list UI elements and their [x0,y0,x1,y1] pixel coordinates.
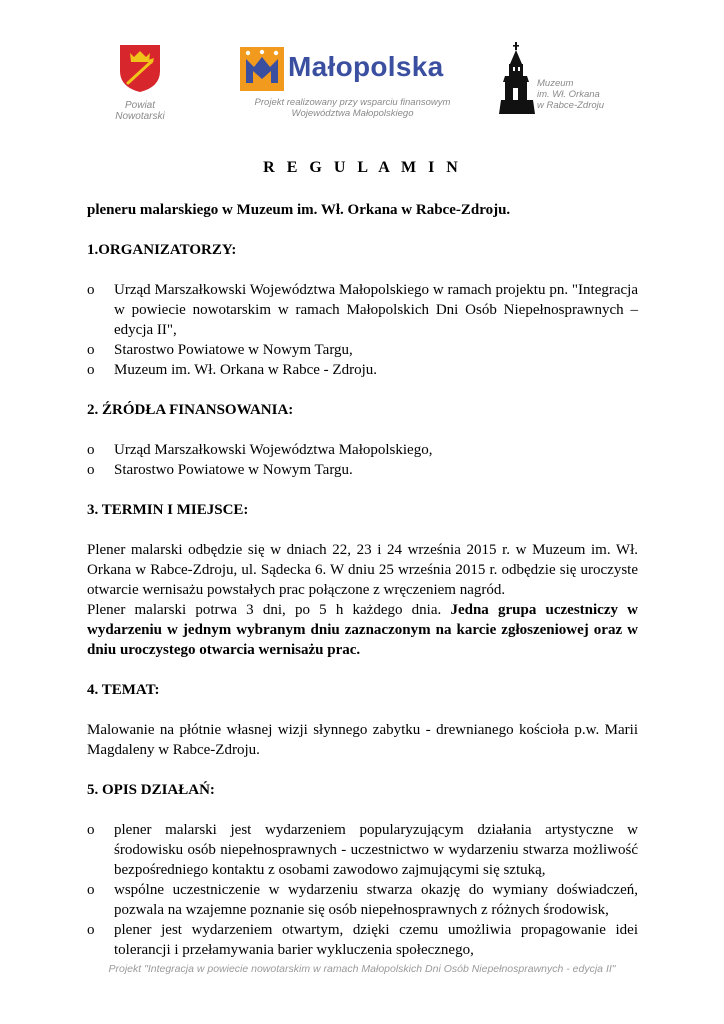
muzeum-caption: Muzeum im. Wł. Orkana w Rabce-Zdroju [537,78,605,111]
malopolska-support-text: Projekt realizowany przy wsparciu finansowym Województwa Małopolskiego [254,97,451,119]
header-logos [0,0,724,130]
date-place-text [87,540,638,660]
funding-list [87,440,638,480]
theme-paragraph: Malowanie na płótnie własnej wizji słynnego zabytku - drewnianego kościoła p.w. Marii Magdaleny w Rabce-Zdroju. [87,722,638,758]
document-subtitle: pleneru malarskiego w Muzeum im. Wł. Orkana w Rabce-Zdroju. [87,202,511,218]
document-title: R E G U L A M I N [263,159,462,176]
section-funding-heading: 2. ŹRÓDŁA FINANSOWANIA: [87,402,294,418]
powiat-crest-icon [118,43,162,93]
list-item: o Muzeum im. Wł. Orkana w Rabce - Zdroju. [87,360,638,380]
page-footer: Projekt "Integracja w powiecie nowotarskim w ramach Małopolskich Dni Osób Niepełnosprawnych - edycja II" [108,963,616,975]
organizers-list [87,280,638,380]
muzeum-logo [499,42,619,117]
document-body [87,158,638,980]
list-item: o Urząd Marszałkowski Województwa Małopolskiego w ramach projektu pn. "Integracja w powiecie nowotarskim w ramach Małopolskich Dni Osób Niepełnosprawnych – edycja II", [87,280,638,340]
church-tower-icon [499,42,535,114]
list-item: o Starostwo Powiatowe w Nowym Targu, [87,340,638,360]
powiat-caption: Powiat Nowotarski [115,100,165,122]
list-item: o plener jest wydarzeniem otwartym, dzięki czemu umożliwia propagowanie idei tolerancji i przełamywania barier wykluczenia społecznego, [87,920,638,960]
malopolska-mark-icon [240,47,284,91]
duration-paragraph: Plener malarski potrwa 3 dni, po 5 h każdego dnia. Jedna grupa uczestniczy w wydarzeniu w jednym wybranym dniu zaznaczonym na karcie zgłoszeniowej oraz w dniu uroczystego otwarcia wernisażu prac. [87,602,638,658]
powiat-logo [112,43,168,122]
section-activities-heading: 5. OPIS DZIAŁAŃ: [87,782,215,798]
list-item: o wspólne uczestniczenie w wydarzeniu stwarza okazję do wymiany doświadczeń, pozwala na wzajemne poznanie się osób niepełnosprawnych z różnych środowisk, [87,880,638,920]
list-item: o plener malarski jest wydarzeniem popularyzującym działania artystyczne w środowisku osób niepełnosprawnych - uczestnictwo w wydarzeniu stwarza możliwość bezpośredniego kontaktu z osobami zawodowo zajmującymi się sztuką, [87,820,638,880]
activities-list [87,820,638,960]
date-place-paragraph: Plener malarski odbędzie się w dniach 22, 23 i 24 września 2015 r. w Muzeum im. Wł. Orkana w Rabce-Zdroju, ul. Sądecka 6. W dniu 25 września 2015 r. odbędzie się uroczyste otwarcie wernisażu powstałych prac połączone z wręczeniem nagród. [87,542,638,598]
list-item: o Starostwo Powiatowe w Nowym Targu. [87,460,638,480]
group-rule-text: Jedna grupa uczestniczy w wydarzeniu w jednym wybranym dniu zaznaczonym na karcie zgłoszeniowej oraz w dniu uroczystego otwarcia wernisażu prac. [87,602,638,658]
malopolska-brand: Małopolska [288,51,444,82]
section-theme-heading: 4. TEMAT: [87,682,160,698]
list-item: o Urząd Marszałkowski Województwa Małopolskiego, [87,440,638,460]
section-organizers-heading: 1.ORGANIZATORZY: [87,242,237,258]
section-date-place-heading: 3. TERMIN I MIEJSCE: [87,502,249,518]
